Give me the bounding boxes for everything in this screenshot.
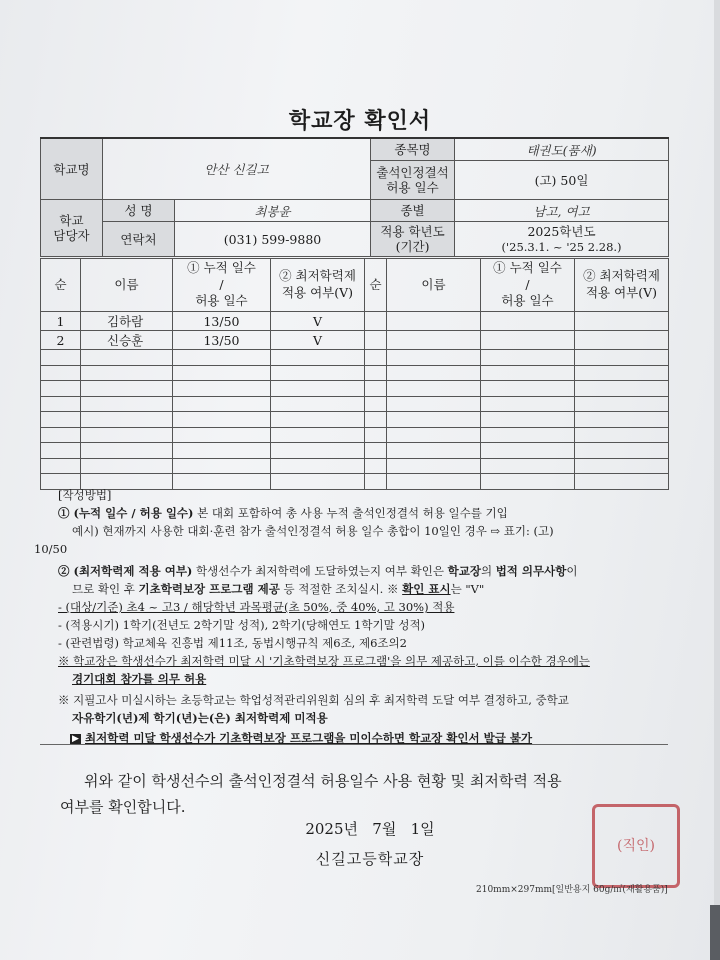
sport-value: 태권도(품새)	[455, 138, 669, 161]
page-title: 학교장 확인서	[288, 108, 432, 134]
row-no-right	[365, 458, 387, 474]
school-label: 학교명	[41, 138, 103, 200]
row-no	[41, 365, 81, 381]
instruction-1	[58, 504, 670, 522]
row-days	[173, 443, 271, 459]
row-no-right	[365, 381, 387, 397]
year-label-line1: 적용 학년도	[380, 224, 445, 239]
row-name	[81, 381, 173, 397]
row-no-right	[365, 427, 387, 443]
row-name-right	[387, 365, 481, 381]
header-name-right: 이름	[387, 259, 481, 312]
row-name-right	[387, 381, 481, 397]
allowed-days-label-line1: 출석인정결석	[376, 165, 449, 180]
row-min: V	[271, 331, 365, 350]
table-row	[41, 381, 669, 397]
row-name-right	[387, 331, 481, 350]
row-min	[271, 458, 365, 474]
row-min-right	[575, 443, 669, 459]
instruction-2-program: 기초학력보장 프로그램 제공	[138, 582, 280, 596]
row-days-right	[481, 381, 575, 397]
header-days-right-line3: 허용 일수	[501, 293, 554, 309]
row-days	[173, 350, 271, 366]
confirmation-line1: 위와 같이 학생선수의 출석인정결석 허용일수 사용 현황 및 최저학력 적용	[84, 772, 562, 790]
row-name-right	[387, 458, 481, 474]
row-days-right	[481, 412, 575, 428]
row-min-right	[575, 458, 669, 474]
note-1-cont: 경기대회 참가를 의무 허용	[72, 672, 207, 686]
row-days	[173, 381, 271, 397]
row-name-right	[387, 443, 481, 459]
divider-line	[40, 744, 668, 745]
row-no-right	[365, 350, 387, 366]
instruction-2-key: ② (최저학력제 적용 여부)	[58, 564, 193, 578]
phone-value: (031) 599-9880	[175, 222, 371, 257]
info-table	[40, 137, 669, 257]
header-days-left-line1: ① 누적 일수	[187, 259, 256, 275]
row-min-right	[575, 365, 669, 381]
row-min-right	[575, 350, 669, 366]
arrow-right-box-icon: ▶	[70, 734, 81, 745]
instruction-2-text-e: 등 적절한 조치실시. ※	[279, 582, 403, 596]
row-days	[173, 396, 271, 412]
row-min-right	[575, 412, 669, 428]
confirmation-text	[60, 768, 660, 820]
row-no-right	[365, 331, 387, 350]
row-no-right	[365, 312, 387, 331]
row-min-right	[575, 381, 669, 397]
confirmation-line2: 여부를 확인합니다.	[60, 798, 186, 816]
row-no: 2	[41, 331, 81, 350]
row-min	[271, 350, 365, 366]
type-value: 남고, 여고	[455, 200, 669, 222]
row-no	[41, 458, 81, 474]
table-row	[41, 443, 669, 459]
phone-label: 연락처	[103, 222, 175, 257]
sub-item-target: - (대상/기준) 초4 ~ 고3 / 해당학년 과목평균(초 50%, 중 40%, 고 30%) 적용	[58, 600, 455, 614]
header-days-right-line1: ① 누적 일수	[493, 259, 562, 275]
instructions	[34, 486, 670, 747]
allowed-days-value: (고) 50일	[455, 161, 669, 200]
row-days: 13/50	[173, 331, 271, 350]
instruction-2-text-d: 므로 확인 후	[72, 582, 139, 596]
type-label: 종별	[371, 200, 455, 222]
row-no: 1	[41, 312, 81, 331]
instructions-heading: [작성방법]	[58, 488, 112, 502]
row-min-right	[575, 427, 669, 443]
row-no	[41, 412, 81, 428]
row-days	[173, 412, 271, 428]
allowed-days-label-line2: 허용 일수	[386, 180, 439, 195]
note-2-cont: 자유학기(년)제 학기(년)는(은) 최저학력제 미적용	[72, 711, 328, 725]
allowed-days-label	[371, 161, 455, 200]
instruction-2-text-b: 의	[480, 564, 496, 578]
row-name	[81, 427, 173, 443]
header-min-left-line2: 적용 여부(V)	[281, 285, 354, 300]
year-value-line2: ('25.3.1. ~ '25 2.28.)	[501, 239, 622, 254]
instruction-1-key: ① (누적 일수 / 허용 일수)	[58, 506, 194, 520]
row-days-right	[481, 396, 575, 412]
paper-spec: 210mm×297mm[일반용지 60g/㎡(재활용품)]	[476, 885, 668, 895]
header-days-left-line3: 허용 일수	[195, 293, 248, 309]
table-row	[41, 412, 669, 428]
row-min	[271, 381, 365, 397]
row-min	[271, 412, 365, 428]
table-row	[41, 396, 669, 412]
row-days-right	[481, 350, 575, 366]
instruction-1-example-value: 10/50	[34, 542, 68, 556]
row-no-right	[365, 365, 387, 381]
header-min-right	[575, 259, 669, 312]
header-name-left: 이름	[81, 259, 173, 312]
row-days-right	[481, 443, 575, 459]
official-seal: (직인)	[592, 804, 680, 888]
row-name	[81, 396, 173, 412]
row-no	[41, 427, 81, 443]
name-label: 성 명	[103, 200, 175, 222]
manager-label-line1: 학교	[59, 213, 84, 228]
instruction-2-legal-duty: 법적 의무사항	[495, 564, 567, 578]
header-no-left: 순	[41, 259, 81, 312]
header-min-right-line2: 적용 여부(V)	[585, 285, 658, 300]
row-min-right	[575, 312, 669, 331]
year-label-line2: (기간)	[395, 239, 430, 254]
row-name-right	[387, 350, 481, 366]
row-no-right	[365, 396, 387, 412]
row-no	[41, 396, 81, 412]
sub-item-law: - (관련법령) 학교체육 진흥법 제11조, 동법시행규칙 제6조, 제6조의2	[58, 636, 407, 650]
header-days-left-line2: /	[219, 276, 224, 292]
row-name: 신승훈	[81, 331, 173, 350]
manager-label-line2: 담당자	[53, 228, 90, 243]
principal-name: 신길고등학교장	[315, 850, 425, 868]
row-no	[41, 443, 81, 459]
row-min-right	[575, 396, 669, 412]
final-warning-text: 최저학력 미달 학생선수가 기초학력보장 프로그램을 미이수하면 학교장 확인서 발급 불가	[85, 731, 533, 745]
school-value: 안산 신길고	[103, 138, 371, 200]
row-name	[81, 443, 173, 459]
row-min	[271, 427, 365, 443]
row-name-right	[387, 396, 481, 412]
instruction-2	[58, 562, 670, 580]
header-no-right: 순	[365, 259, 387, 312]
row-min: V	[271, 312, 365, 331]
row-name	[81, 458, 173, 474]
row-days-right	[481, 312, 575, 331]
row-min-right	[575, 331, 669, 350]
row-name-right	[387, 412, 481, 428]
name-value: 최봉윤	[175, 200, 371, 222]
row-days-right	[481, 427, 575, 443]
table-row	[41, 427, 669, 443]
row-no	[41, 381, 81, 397]
year-value-line1: 2025학년도	[527, 223, 596, 239]
row-name	[81, 350, 173, 366]
issue-date: 2025년 7월 1일	[305, 820, 435, 838]
instruction-1-example: 예시) 현재까지 사용한 대회·훈련 참가 출석인정결석 허용 일수 총합이 10일인 경우 ⇨ 표기: (고)	[72, 524, 554, 538]
students-table	[40, 258, 669, 490]
sub-item-period: - (적용시기) 1학기(전년도 2학기말 성적), 2학기(당해연도 1학기말 성적)	[58, 618, 426, 632]
row-no-right	[365, 412, 387, 428]
table-row	[41, 331, 669, 350]
header-days-right	[481, 259, 575, 312]
row-days: 13/50	[173, 312, 271, 331]
note-2: ※ 지필고사 미실시하는 초등학교는 학업성적관리위원회 심의 후 최저학력 도달 여부 결정하고, 중학교	[58, 693, 569, 707]
instruction-2-cont	[58, 580, 670, 598]
table-row	[41, 312, 669, 331]
header-min-left-line1: ② 최저학력제	[279, 268, 356, 284]
row-min	[271, 365, 365, 381]
row-name	[81, 365, 173, 381]
row-days-right	[481, 458, 575, 474]
row-name	[81, 412, 173, 428]
row-days	[173, 365, 271, 381]
header-days-right-line2: /	[525, 276, 530, 292]
header-days-left	[173, 259, 271, 312]
row-days-right	[481, 365, 575, 381]
instruction-2-text-a: 학생선수가 최저학력에 도달하였는지 여부 확인은	[192, 564, 448, 578]
table-row	[41, 350, 669, 366]
row-min	[271, 443, 365, 459]
header-min-left	[271, 259, 365, 312]
instruction-1-text: 본 대회 포함하여 총 사용 누적 출석인정결석 허용 일수를 기입	[193, 506, 508, 520]
row-days	[173, 427, 271, 443]
row-no	[41, 350, 81, 366]
instruction-2-principal: 학교장	[447, 564, 481, 578]
row-days	[173, 458, 271, 474]
row-no-right	[365, 443, 387, 459]
manager-label	[41, 200, 103, 257]
row-min	[271, 396, 365, 412]
row-days-right	[481, 331, 575, 350]
sport-label: 종목명	[371, 138, 455, 161]
year-label	[371, 222, 455, 257]
table-row	[41, 458, 669, 474]
header-min-right-line1: ② 최저학력제	[583, 268, 660, 284]
instruction-2-text-f: 는 "V"	[450, 582, 485, 596]
background-edge	[710, 905, 720, 960]
instruction-2-mark: 확인 표시	[402, 582, 451, 596]
row-name: 김하람	[81, 312, 173, 331]
year-value	[455, 222, 669, 257]
row-name-right	[387, 312, 481, 331]
instruction-2-text-c: 이	[566, 564, 578, 578]
table-row	[41, 365, 669, 381]
row-name-right	[387, 427, 481, 443]
note-1: ※ 학교장은 학생선수가 최저학력 미달 시 '기초학력보장 프로그램'을 의무 제공하고, 이를 이수한 경우에는	[58, 654, 590, 668]
